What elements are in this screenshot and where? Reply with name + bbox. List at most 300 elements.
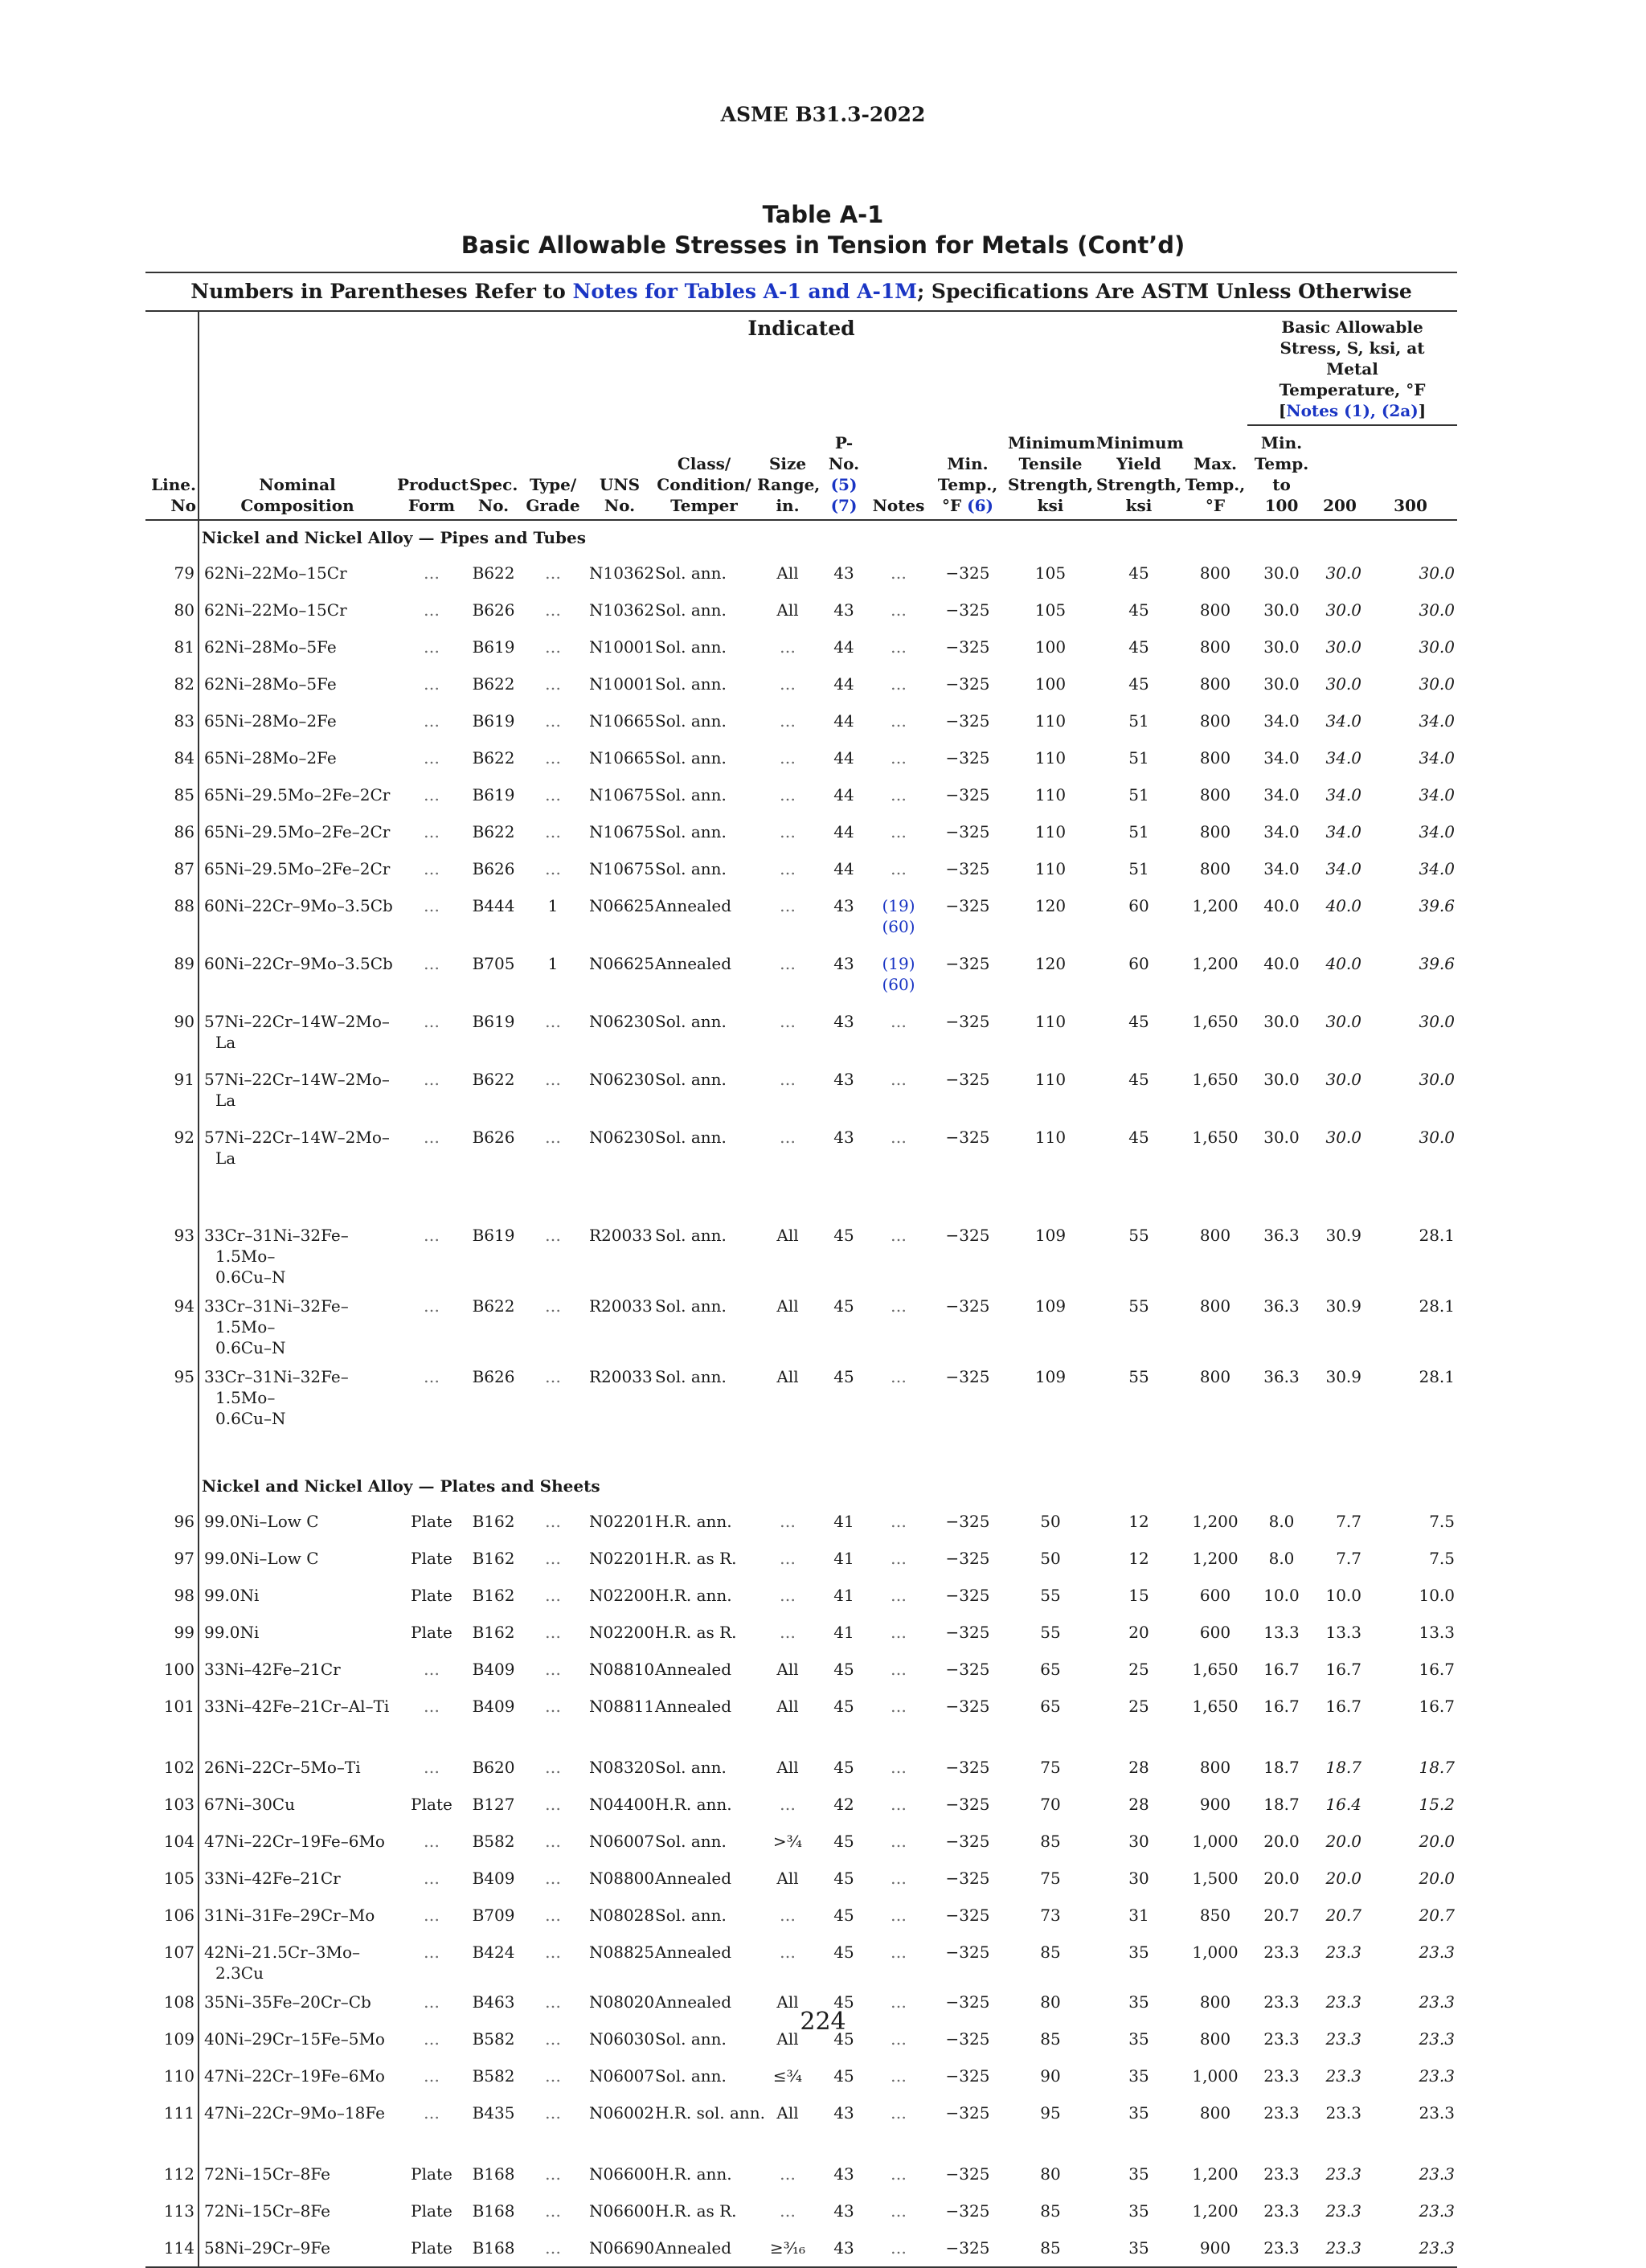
min-temp: −325 — [945, 1128, 990, 1147]
stress-min-to-100: 34.0 — [1263, 785, 1300, 804]
size-range: All — [776, 1226, 799, 1245]
product-form: Plate — [411, 2164, 452, 2184]
p-no: 44 — [833, 785, 854, 804]
stress-200: 23.3 — [1325, 2103, 1361, 2123]
stress-min-to-100: 40.0 — [1263, 896, 1300, 915]
tensile-strength: 85 — [1040, 1943, 1061, 1962]
line-no: 79 — [145, 555, 199, 592]
line-no: 103 — [145, 1786, 199, 1823]
line-no: 108 — [145, 1983, 199, 2020]
type-grade: … — [545, 1869, 561, 1888]
tensile-strength: 85 — [1040, 2201, 1061, 2221]
stress-300: 30.0 — [1419, 600, 1455, 620]
uns-no: N02201 — [589, 1512, 655, 1531]
max-temp: 1,000 — [1192, 1832, 1239, 1851]
class-condition: Annealed — [655, 954, 731, 973]
notes-1-2a-link[interactable]: Notes (1), (2a) — [1286, 401, 1419, 420]
tensile-strength: 110 — [1034, 859, 1067, 878]
tensile-strength: 105 — [1034, 563, 1067, 583]
class-condition: Sol. ann. — [655, 1012, 727, 1031]
class-condition: H.R. ann. — [655, 1586, 732, 1605]
p-no: 44 — [833, 822, 854, 841]
p-no: 45 — [833, 2029, 854, 2049]
type-grade: … — [545, 1012, 561, 1031]
stress-min-to-100: 18.7 — [1263, 1795, 1300, 1814]
product-form: … — [424, 1012, 440, 1031]
table-row — [145, 1786, 1457, 1823]
size-range: … — [780, 785, 796, 804]
min-temp: −325 — [945, 1226, 990, 1245]
stress-300: 23.3 — [1419, 2201, 1455, 2221]
stress-min-to-100: 40.0 — [1263, 954, 1300, 973]
table-row — [145, 2057, 1457, 2094]
table-frame — [145, 272, 1457, 2268]
stress-min-to-100: 23.3 — [1247, 2229, 1316, 2267]
stress-300: 30.0 — [1419, 637, 1455, 657]
line-no: 84 — [145, 739, 199, 776]
col-min-temp: Min. Temp., °F (6) — [929, 312, 1006, 520]
stress-min-to-100: 30.0 — [1263, 637, 1300, 657]
uns-no: N06007 — [589, 1832, 655, 1851]
yield-strength: 25 — [1128, 1660, 1149, 1679]
yield-strength: 51 — [1128, 822, 1149, 841]
class-condition: Sol. ann. — [655, 1296, 727, 1316]
max-temp: 1,650 — [1192, 1070, 1239, 1089]
table-row — [145, 1540, 1457, 1577]
uns-no: N02200 — [589, 1586, 655, 1605]
stress-300: 23.3 — [1419, 2164, 1455, 2184]
tensile-strength: 75 — [1040, 1869, 1061, 1888]
product-form: Plate — [395, 2229, 468, 2267]
stress-300: 34.0 — [1419, 822, 1455, 841]
stress-min-to-100: 20.0 — [1263, 1832, 1300, 1851]
nominal-composition: 62Ni–22Mo–15Cr — [204, 600, 347, 620]
uns-no: N10675 — [589, 859, 655, 878]
product-form: Plate — [411, 1512, 452, 1531]
product-form: … — [424, 1906, 440, 1925]
stress-200: 34.0 — [1325, 711, 1361, 731]
type-grade: … — [545, 674, 561, 694]
line-no: 98 — [145, 1577, 199, 1614]
type-grade: … — [545, 2164, 561, 2184]
uns-no: N10675 — [589, 822, 655, 841]
yield-strength: 55 — [1128, 1367, 1149, 1386]
class-condition: H.R. ann. — [655, 1795, 732, 1814]
uns-no: N10675 — [589, 785, 655, 804]
min-temp: −325 — [945, 1832, 990, 1851]
class-condition: Sol. ann. — [655, 822, 727, 841]
table-row — [145, 2229, 1457, 2267]
spec-no: B622 — [472, 674, 515, 694]
size-range: … — [780, 896, 796, 915]
spec-no: B582 — [472, 1832, 515, 1851]
line-no: 80 — [145, 592, 199, 628]
notes: … — [891, 1367, 907, 1386]
notes: … — [891, 674, 907, 694]
min-temp: −325 — [945, 822, 990, 841]
min-temp: −325 — [945, 600, 990, 620]
max-temp: 800 — [1199, 1758, 1231, 1777]
class-condition: Sol. ann. — [655, 563, 727, 583]
size-range: … — [780, 1623, 796, 1642]
stress-300: 20.0 — [1419, 1869, 1455, 1888]
size-range: … — [780, 1070, 796, 1089]
note-link[interactable]: (60) — [882, 975, 915, 994]
uns-no: N06600 — [589, 2201, 655, 2221]
product-form: Plate — [411, 1623, 452, 1642]
yield-strength: 28 — [1128, 1758, 1149, 1777]
tensile-strength: 109 — [1034, 1296, 1067, 1316]
table-row — [145, 739, 1457, 776]
product-form: … — [424, 785, 440, 804]
yield-strength: 60 — [1128, 954, 1149, 973]
size-range: All — [776, 1869, 799, 1888]
notes: … — [891, 1012, 907, 1031]
notes-link[interactable]: Notes for Tables A-1 and A-1M — [572, 280, 917, 303]
yield-strength: 60 — [1128, 896, 1149, 915]
uns-no: N08800 — [589, 1869, 655, 1888]
stress-300: 30.0 — [1419, 1128, 1455, 1147]
nominal-composition: 60Ni–22Cr–9Mo–3.5Cb — [204, 954, 393, 973]
min-temp: −325 — [945, 2103, 990, 2123]
notes — [868, 887, 929, 945]
stress-300: 20.0 — [1419, 1832, 1455, 1851]
max-temp: 800 — [1199, 637, 1231, 657]
uns-no: N08320 — [589, 1758, 655, 1777]
yield-strength: 35 — [1128, 2066, 1149, 2086]
class-condition: Sol. ann. — [655, 711, 727, 731]
line-no: 106 — [145, 1897, 199, 1934]
notes: … — [891, 1512, 907, 1531]
line-no: 85 — [145, 776, 199, 813]
stress-min-to-100: 30.0 — [1263, 1128, 1300, 1147]
type-grade: … — [545, 1070, 561, 1089]
table-row — [145, 1003, 1457, 1061]
nominal-composition: 57Ni–22Cr–14W–2Mo– La — [204, 1128, 390, 1168]
stress-300: 23.3 — [1419, 1992, 1455, 2012]
stress-min-to-100: 8.0 — [1268, 1549, 1295, 1568]
yield-strength: 35 — [1128, 2201, 1149, 2221]
stress-200: 20.0 — [1325, 1832, 1361, 1851]
tensile-strength: 85 — [1006, 2229, 1095, 2267]
table-body — [145, 520, 1457, 2267]
yield-strength: 12 — [1128, 1512, 1149, 1531]
stress-200: 30.0 — [1325, 1070, 1361, 1089]
product-form: Plate — [411, 1549, 452, 1568]
stress-min-to-100: 30.0 — [1263, 1012, 1300, 1031]
product-form: … — [424, 1070, 440, 1089]
spec-no: B168 — [468, 2229, 519, 2267]
product-form: … — [424, 859, 440, 878]
min-temp: −325 — [945, 954, 990, 973]
nominal-composition: 26Ni–22Cr–5Mo–Ti — [204, 1758, 361, 1777]
stress-min-to-100: 13.3 — [1263, 1623, 1300, 1642]
yield-strength: 20 — [1128, 1623, 1149, 1642]
stress-min-to-100: 23.3 — [1263, 2066, 1300, 2086]
nominal-composition: 99.0Ni–Low C — [204, 1512, 319, 1531]
notes: … — [891, 748, 907, 768]
yield-strength: 55 — [1128, 1226, 1149, 1245]
max-temp: 1,500 — [1192, 1869, 1239, 1888]
line-no: 90 — [145, 1003, 199, 1061]
product-form: … — [424, 1943, 440, 1962]
table-row — [145, 1119, 1457, 1177]
notes: … — [891, 1906, 907, 1925]
max-temp: 600 — [1199, 1623, 1231, 1642]
nominal-composition: 33Ni–42Fe–21Cr–Al–Ti — [204, 1697, 390, 1716]
max-temp: 800 — [1199, 822, 1231, 841]
size-range: … — [780, 1795, 796, 1814]
class-condition: Sol. ann. — [655, 1906, 727, 1925]
tensile-strength: 50 — [1040, 1512, 1061, 1531]
type-grade: … — [545, 785, 561, 804]
stress-300: 23.3 — [1419, 2066, 1455, 2086]
uns-no: R20033 — [589, 1296, 653, 1316]
note-link[interactable]: (19) — [882, 896, 915, 915]
spec-no: B619 — [472, 637, 515, 657]
stress-300: 23.3 — [1419, 2029, 1455, 2049]
class-condition: Sol. ann. — [655, 1832, 727, 1851]
tensile-strength: 85 — [1040, 2029, 1061, 2049]
nominal-composition: 65Ni–29.5Mo–2Fe–2Cr — [204, 859, 391, 878]
p-no: 43 — [833, 2103, 854, 2123]
p-no: 43 — [833, 1012, 854, 1031]
max-temp: 900 — [1199, 1795, 1231, 1814]
col-uns-no: UNS No. — [587, 312, 653, 520]
stress-300: 23.3 — [1419, 1943, 1455, 1962]
min-temp: −325 — [945, 1296, 990, 1316]
line-no: 87 — [145, 850, 199, 887]
size-range: All — [776, 1758, 799, 1777]
table-row — [145, 555, 1457, 592]
min-temp: −325 — [945, 1795, 990, 1814]
tensile-strength: 95 — [1040, 2103, 1061, 2123]
spec-no: B709 — [472, 1906, 515, 1925]
p-no: 44 — [833, 637, 854, 657]
p-no: 43 — [833, 600, 854, 620]
p-no: 44 — [833, 674, 854, 694]
nominal-composition: 99.0Ni–Low C — [204, 1549, 319, 1568]
nominal-composition: 65Ni–28Mo–2Fe — [204, 711, 337, 731]
class-condition: Sol. ann. — [655, 859, 727, 878]
spec-no: B409 — [472, 1869, 515, 1888]
product-form: … — [424, 1660, 440, 1679]
max-temp: 1,200 — [1192, 954, 1239, 973]
p-no: 45 — [833, 1660, 854, 1679]
size-range: >¾ — [772, 1832, 803, 1851]
table-subhead: Numbers in Parentheses Refer to Notes for Tables A-1 and A-1M; Specifications Are ASTM Unless Otherwise Indicated — [145, 272, 1457, 312]
spec-no: B582 — [472, 2029, 515, 2049]
stress-300: 7.5 — [1429, 1549, 1455, 1568]
p-no: 45 — [833, 2066, 854, 2086]
type-grade: 1 — [547, 954, 559, 973]
stress-200: 23.3 — [1325, 1943, 1361, 1962]
yield-strength: 51 — [1128, 859, 1149, 878]
col-product-form: Product Form — [395, 312, 468, 520]
max-temp: 600 — [1199, 1586, 1231, 1605]
max-temp: 1,200 — [1192, 2201, 1239, 2221]
note-6-link[interactable]: (6) — [967, 496, 993, 515]
size-range: … — [780, 2201, 796, 2221]
notes: … — [891, 2164, 907, 2184]
table-row — [145, 2155, 1457, 2192]
p-no: 45 — [833, 1758, 854, 1777]
table-row — [145, 1217, 1457, 1288]
type-grade: … — [545, 637, 561, 657]
stress-min-to-100: 20.7 — [1263, 1906, 1300, 1925]
stress-200: 40.0 — [1325, 954, 1361, 973]
p-no: 45 — [833, 1296, 854, 1316]
stress-200: 13.3 — [1325, 1623, 1361, 1642]
yield-strength: 51 — [1128, 748, 1149, 768]
type-grade: … — [545, 1795, 561, 1814]
min-temp: −325 — [945, 637, 990, 657]
notes: … — [868, 2229, 929, 2267]
tensile-strength: 100 — [1034, 674, 1067, 694]
uns-no: N10665 — [589, 711, 655, 731]
line-no: 104 — [145, 1823, 199, 1860]
note-7-link[interactable]: (7) — [830, 496, 858, 515]
uns-no: N06002 — [589, 2103, 655, 2123]
stress-200: 30.0 — [1325, 1012, 1361, 1031]
stress-200: 30.9 — [1325, 1367, 1361, 1386]
table-row — [145, 2192, 1457, 2229]
yield-strength: 45 — [1128, 637, 1149, 657]
nominal-composition: 62Ni–28Mo–5Fe — [204, 637, 337, 657]
product-form: … — [424, 748, 440, 768]
tensile-strength: 110 — [1034, 1012, 1067, 1031]
notes: … — [891, 1869, 907, 1888]
class-condition: Sol. ann. — [655, 600, 727, 620]
spec-no: B626 — [472, 600, 515, 620]
stress-200: 30.0 — [1325, 563, 1361, 583]
yield-strength: 45 — [1128, 1128, 1149, 1147]
yield-strength: 28 — [1128, 1795, 1149, 1814]
nominal-composition: 67Ni–30Cu — [204, 1795, 295, 1814]
nominal-composition: 99.0Ni — [204, 1586, 260, 1605]
spec-no: B620 — [472, 1758, 515, 1777]
max-temp: 1,200 — [1192, 2164, 1239, 2184]
size-range: ≤¾ — [772, 2066, 803, 2086]
page-number: 224 — [800, 2008, 846, 2036]
stress-200: 30.0 — [1325, 637, 1361, 657]
p-no: 43 — [833, 954, 854, 973]
line-no: 97 — [145, 1540, 199, 1577]
col-stress-200: 200 — [1316, 425, 1364, 520]
nominal-composition: 62Ni–28Mo–5Fe — [204, 674, 337, 694]
nominal-composition: 31Ni–31Fe–29Cr–Mo — [204, 1906, 375, 1925]
note-5-link[interactable]: (5) — [830, 475, 858, 494]
p-no: 43 — [833, 2164, 854, 2184]
min-temp: −325 — [945, 674, 990, 694]
tensile-strength: 75 — [1040, 1758, 1061, 1777]
max-temp: 1,650 — [1192, 1012, 1239, 1031]
nominal-composition: 62Ni–22Mo–15Cr — [204, 563, 347, 583]
stress-300: 16.7 — [1419, 1697, 1455, 1716]
spec-no: B705 — [472, 954, 515, 973]
size-range: … — [780, 1906, 796, 1925]
stress-300: 34.0 — [1419, 785, 1455, 804]
col-type-grade: Type/ Grade — [519, 312, 587, 520]
max-temp: 1,000 — [1192, 1943, 1239, 1962]
notes: … — [891, 2066, 907, 2086]
product-form: … — [424, 2029, 440, 2049]
nominal-composition: 33Cr–31Ni–32Fe–1.5Mo– 0.6Cu–N — [204, 1367, 349, 1428]
yield-strength: 51 — [1128, 785, 1149, 804]
min-temp: −325 — [945, 1623, 990, 1642]
class-condition: Sol. ann. — [655, 1367, 727, 1386]
stress-300: 34.0 — [1419, 748, 1455, 768]
yield-strength: 45 — [1128, 1012, 1149, 1031]
class-condition: Sol. ann. — [655, 674, 727, 694]
col-size-range: Size Range, in. — [755, 312, 820, 520]
stress-300: 10.0 — [1419, 1586, 1455, 1605]
stress-300: 34.0 — [1419, 711, 1455, 731]
spec-no: B162 — [472, 1512, 515, 1531]
size-range: … — [780, 1549, 796, 1568]
product-form: … — [424, 711, 440, 731]
nominal-composition: 42Ni–21.5Cr–3Mo–2.3Cu — [204, 1943, 360, 1983]
type-grade: … — [545, 2103, 561, 2123]
notes: … — [891, 1586, 907, 1605]
col-stress-min-to-100: Min. Temp. to 100 — [1247, 425, 1316, 520]
stress-300: 28.1 — [1419, 1296, 1455, 1316]
class-condition: H.R. ann. — [655, 2164, 732, 2184]
stress-200: 30.0 — [1325, 600, 1361, 620]
spec-no: B626 — [472, 1128, 515, 1147]
size-range: All — [776, 1660, 799, 1679]
spec-no: B622 — [472, 822, 515, 841]
p-no: 41 — [833, 1586, 854, 1605]
col-class-condition: Class/ Condition/ Temper — [653, 312, 755, 520]
tensile-strength: 110 — [1034, 748, 1067, 768]
spec-no: B622 — [472, 1070, 515, 1089]
max-temp: 800 — [1199, 1367, 1231, 1386]
uns-no: R20033 — [589, 1367, 653, 1386]
stress-200: 7.7 — [1336, 1549, 1361, 1568]
stress-200: 23.3 — [1325, 1992, 1361, 2012]
size-range: … — [780, 859, 796, 878]
col-tensile-strength: Minimum Tensile Strength, ksi — [1006, 312, 1095, 520]
table-row — [145, 1358, 1457, 1429]
size-range: … — [780, 1586, 796, 1605]
product-form: … — [424, 954, 440, 973]
nominal-composition: 40Ni–29Cr–15Fe–5Mo — [204, 2029, 385, 2049]
max-temp: 800 — [1199, 2103, 1231, 2123]
table-row — [145, 628, 1457, 665]
max-temp: 1,650 — [1192, 1128, 1239, 1147]
line-no: 94 — [145, 1288, 199, 1358]
tensile-strength: 110 — [1034, 822, 1067, 841]
col-yield-strength: Minimum Yield Strength, ksi — [1095, 312, 1183, 520]
spec-no: B162 — [472, 1623, 515, 1642]
notes — [868, 945, 929, 1003]
size-range: All — [776, 1697, 799, 1716]
size-range: ≥³⁄₁₆ — [755, 2229, 820, 2267]
note-link[interactable]: (60) — [882, 917, 915, 936]
class-condition: Sol. ann. — [655, 1758, 727, 1777]
min-temp: −325 — [945, 1512, 990, 1531]
stress-200: 23.3 — [1325, 2201, 1361, 2221]
spec-no: B168 — [472, 2164, 515, 2184]
min-temp: −325 — [945, 2066, 990, 2086]
p-no: 44 — [833, 711, 854, 731]
nominal-composition: 47Ni–22Cr–9Mo–18Fe — [204, 2103, 385, 2123]
line-no: 88 — [145, 887, 199, 945]
notes: … — [891, 822, 907, 841]
spec-no: B435 — [472, 2103, 515, 2123]
note-link[interactable]: (19) — [882, 954, 915, 973]
